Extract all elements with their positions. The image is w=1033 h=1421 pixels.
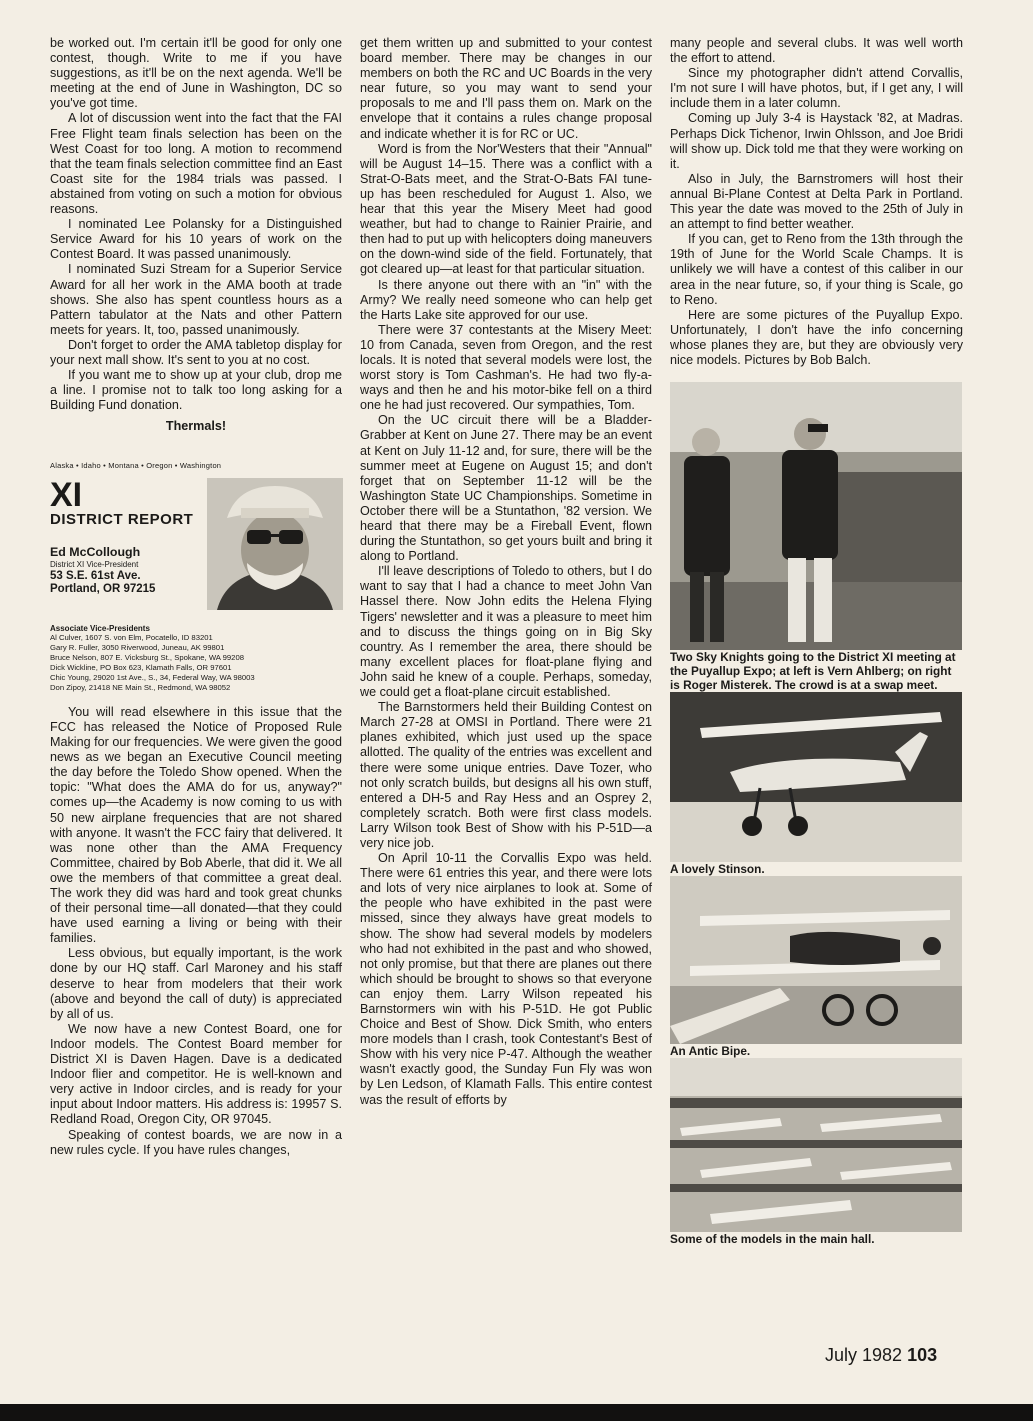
assoc-item: Al Culver, 1607 S. von Elm, Pocatello, ID 83201 (50, 633, 213, 643)
photo-antic-bipe (670, 876, 962, 1044)
paragraph: I nominated Suzi Stream for a Superior Service Award for all her work in the AMA booth at trade shows. She also has spent countless hours as a Pattern tabulator at the Nats and other Pattern meets for years. It, too, passed unanimously. (50, 262, 342, 337)
paragraph: Speaking of contest boards, we are now in a new rules cycle. If you have rules changes, (50, 1127, 342, 1157)
associate-vp-list (50, 624, 342, 693)
paragraph: If you want me to show up at your club, drop me a line. I promise not to talk too long asking for a Building Fund donation. (50, 368, 342, 413)
scan-bottom-edge (0, 1404, 1033, 1421)
paragraph: get them written up and submitted to your contest board member. There may be changes in our members on both the RC and UC Boards in the very near future, so you may want to send your proposals to me and I'll pass them on. Mark on the envelope that it contains a rules change proposal and indicate whether it is for RC or UC. (360, 36, 652, 141)
photo-sky-knights (670, 382, 962, 650)
assoc-item: Chic Young, 29020 1st Ave., S., 34, Federal Way, WA 98003 (50, 673, 255, 683)
vp-address-line2: Portland, OR 97215 (50, 582, 156, 595)
paragraph: A lot of discussion went into the fact that the FAI Free Flight team finals selection has been on the West Coast for too long. A motion to recommend that the team finals selection committee find an East Coast site for the 1984 trials was passed. I abstained from voting on such a motion for obvious reasons. (50, 111, 342, 217)
two-men-photo-icon (670, 382, 962, 650)
paragraph: We now have a new Contest Board, one for Indoor models. The Contest Board member for District XI is Daven Hagen. Dave is a dedicated Indoor flier and competitor. He is well-known and very active in Indoor circles, and is ready for your input about Indoor matters. His address is: 19957 S. Redland Road, Oregon City, OR 97045. (50, 1021, 342, 1127)
assoc-item: Dick Wickline, PO Box 623, Klamath Falls, OR 97601 (50, 663, 232, 673)
district-title: DISTRICT REPORT (50, 510, 194, 528)
paragraph: You will read elsewhere in this issue that the FCC has released the Notice of Proposed Rule Making for our frequencies. We were given the good news as we began an Executive Council meeting the day before the Toledo Show opened. When the topic: "What does the AMA do for us, anyway?" comes up—the Academy is now coming to us with 50 new airplane frequencies that are not shared with anyone. It wasn't the FCC fairy that delivered. It was none other than the AMA Frequency Committee, chaired by Bob Aberle, that did it. We all owe the members of that committee a great deal. The work they did was hard and took great chunks of their personal time—all donated—that they could have used earning a living or being with their families. (50, 704, 342, 946)
monoplane-photo-icon (670, 692, 962, 862)
vp-name: Ed McCollough (50, 544, 141, 559)
paragraph: I'll leave descriptions of Toledo to others, but I do want to say that I had a chance to meet John Van Hassel there. Now John edits the Helena Flying Tigers' newsletter and it was a pleasure to meet him and to discuss the things going on in Big Sky country. As I remember the area, there should be many excellent places for float-plane flying and John said he knew of a couple. Perhaps, someday, we could get a float-plane circuit established. (360, 564, 652, 700)
paragraph: Less obvious, but equally important, is the work done by our HQ staff. Carl Maroney and his staff deserve to hear from modelers that their work (above and beyond the call of duty) is appreciated by all of us. (50, 946, 342, 1021)
paragraph: On the UC circuit there will be a Bladder-Grabber at Kent on June 27. There may be an event at Kent on July 11-12 and, for sure, there will be the summer meet at Eugene on August 15; and don't forget that on September 11-12 will be the Washington State UC Championships. Sometime in October there will be a Stuntathon, '82 version. We heard that there may be a Fireball Event, flown during the Stuntathon, so get yours built and bring it along to Portland. (360, 413, 652, 564)
portrait-photo (207, 478, 343, 610)
paragraph: There were 37 contestants at the Misery Meet: 10 from Canada, seven from Oregon, and the rest locals. It is noted that several models were lost, the worst story is Tom Cashman's. He had two fly-a-ways and then he and his motor-bike fell on a third one he had just recovered. Our sympathies, Tom. (360, 322, 652, 413)
vp-address-line1: 53 S.E. 61st Ave. (50, 569, 141, 582)
paragraph: Here are some pictures of the Puyallup Expo. Unfortunately, I don't have the info concerning whose planes they are, but they are obviously very nice models. Pictures by Bob Balch. (670, 307, 963, 367)
paragraph: On April 10-11 the Corvallis Expo was held. There were 61 entries this year, and there were lots and lots of very nice airplanes to look at. Some of the people who have exhibited in the past were missed, since they always have great models to show. The show had several models by modelers who had not exhibited in the past and who showed, not only promise, but that there are planes out there which should be brought to shows so that everyone can enjoy them. Larry Wilson repeated his Barnstormers win with his P-51D. He got Public Choice and Best of Show. Dick Smith, who enters more models than I crash, took Contestant's Best of Show with his very nice P-47. Although the weather wasn't exactly good, the Sunday Fun Fly was won by Len Ledson, of Klamath Falls. This entire contest was the result of efforts by (360, 851, 652, 1107)
issue-date: July 1982 (825, 1345, 903, 1365)
photo-caption: Some of the models in the main hall. (670, 1232, 875, 1247)
paragraph: Coming up July 3-4 is Haystack '82, at Madras. Perhaps Dick Tichenor, Irwin Ohlsson, and Joe Bridi will show up. Dick told me that they were working on it. (670, 111, 963, 171)
assoc-item: Don Zipoy, 21418 NE Main St., Redmond, WA 98052 (50, 682, 231, 692)
column-1 (50, 36, 342, 1158)
paragraph: I nominated Lee Polansky for a Distinguished Service Award for his 10 years of work on the Contest Board. It was passed unanimously. (50, 217, 342, 262)
assoc-heading: Associate Vice-Presidents (50, 623, 150, 633)
signoff: Thermals! (165, 419, 227, 434)
paragraph: If you can, get to Reno from the 13th through the 19th of June for the World Scale Champs. It is unlikely we will have a contest of this caliber in our area in the near future, so, if your thing is Scale, go to Reno. (670, 232, 963, 307)
photo-stinson (670, 692, 962, 862)
paragraph: Word is from the Nor'Westers that their "Annual" will be August 14–15. There was a conflict with a Strat-O-Bats meet, and the Strat-O-Bats FAI tune-up has been rescheduled for August 1. Also, we hear that this year the Misery Meet had good weather, but had to change to Rainier Prairie, and then had to put up with helicopters doing maneuvers on the down-wind side of the field. Fortunately, that got cleared up—at least for that particular situation. (360, 141, 652, 277)
paragraph: Is there anyone out there with an "in" with the Army? We really need someone who can help get the Harts Lake site approved for our use. (360, 277, 652, 322)
paragraph: Also in July, the Barnstromers will host their annual Bi-Plane Contest at Delta Park in Portland. This year the date was moved to the 25th of July in an attempt to find better weather. (670, 171, 963, 232)
man-in-hat-icon (207, 478, 343, 610)
exhibit-hall-photo-icon (670, 1058, 962, 1232)
vp-title: District XI Vice-President (50, 559, 139, 569)
assoc-item: Gary R. Fuller, 3050 Riverwood, Juneau, AK 99801 (50, 643, 225, 653)
paragraph: The Barnstormers held their Building Contest on March 27-28 at OMSI in Portland. There were 21 planes exhibited, which just used up the space allotted. The quality of the entries was excellent and there were some unique entries. Dave Tozer, who not only scratch builds, but designs all his own stuff, entered a DH-5 and Ray Hess and an Osprey 2, completely scratch. Both were first class models. Larry Wilson took Best of Show with his P-51D—a very nice job. (360, 700, 652, 850)
page-folio (825, 1345, 937, 1366)
photo-caption: An Antic Bipe. (670, 1044, 751, 1059)
assoc-item: Bruce Nelson, 807 E. Vicksburg St., Spokane, WA 99208 (50, 653, 245, 663)
page-number: 103 (907, 1345, 938, 1365)
paragraph: be worked out. I'm certain it'll be good for only one contest, though. Write to me if you have suggestions, as it'll be on the next agenda. We'll be meeting at the end of June in Washington, DC so you've got time. (50, 36, 342, 111)
photo-caption: A lovely Stinson. (670, 862, 765, 877)
biplane-photo-icon (670, 876, 962, 1044)
district-header (50, 475, 342, 618)
paragraph: many people and several clubs. It was well worth the effort to attend. (670, 36, 963, 66)
states-list: Alaska • Idaho • Montana • Oregon • Washington (50, 461, 222, 471)
column-2 (360, 36, 652, 1108)
district-number: XI (50, 475, 83, 514)
photo-main-hall (670, 1058, 962, 1232)
column-3 (670, 36, 963, 1246)
paragraph: Don't forget to order the AMA tabletop display for your next mall show. It's sent to you at no cost. (50, 337, 342, 367)
photo-caption: Two Sky Knights going to the District XI meeting at the Puyallup Expo; at left is Vern Ahlberg; on right is Roger Misterek. The crowd is at a swap meet. (670, 650, 956, 693)
paragraph: Since my photographer didn't attend Corvallis, I'm not sure I will have photos, but, if I get any, I will include them in a later column. (670, 66, 963, 111)
